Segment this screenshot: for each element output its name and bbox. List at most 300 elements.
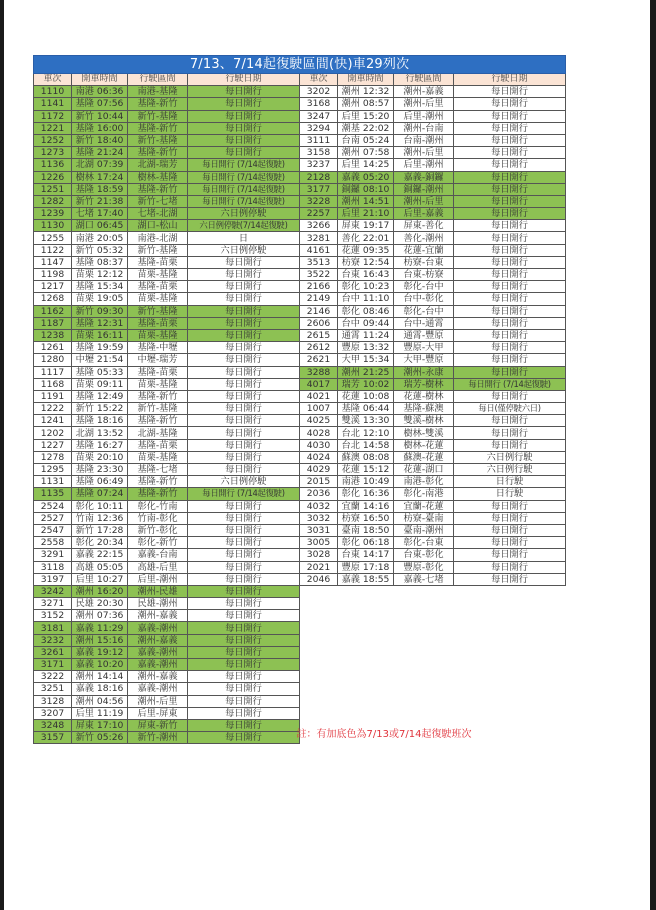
right-departure-time-cell: 花蓮 15:12 bbox=[338, 464, 394, 476]
left-train-number-cell: 1273 bbox=[34, 147, 72, 159]
table-row bbox=[34, 451, 566, 463]
right-train-number-cell: 4030 bbox=[300, 439, 338, 451]
left-operating-days-cell: 每日開行 bbox=[188, 585, 300, 597]
left-route-cell: 苗栗-基隆 bbox=[128, 378, 188, 390]
left-route-cell: 嘉義-潮州 bbox=[128, 646, 188, 658]
left-departure-time-cell: 基隆 12:31 bbox=[72, 317, 128, 329]
right-route-cell: 彰化-南港 bbox=[394, 488, 454, 500]
left-operating-days-cell: 每日開行 bbox=[188, 147, 300, 159]
left-departure-time-cell: 基隆 16:00 bbox=[72, 122, 128, 134]
left-departure-time-cell: 湖口 06:45 bbox=[72, 220, 128, 232]
right-operating-days-cell: 每日(僅停駛六日) bbox=[454, 403, 566, 415]
empty-cell bbox=[454, 634, 566, 646]
table-row bbox=[34, 476, 566, 488]
col-header-route: 行駛區間 bbox=[128, 74, 188, 86]
table-row bbox=[34, 122, 566, 134]
left-route-cell: 竹南-彰化 bbox=[128, 512, 188, 524]
left-train-number-cell: 1168 bbox=[34, 378, 72, 390]
left-departure-time-cell: 新竹 18:40 bbox=[72, 134, 128, 146]
empty-cell bbox=[454, 610, 566, 622]
right-departure-time-cell: 嘉義 18:55 bbox=[338, 573, 394, 585]
left-train-number-cell: 3118 bbox=[34, 561, 72, 573]
left-train-number-cell: 2558 bbox=[34, 537, 72, 549]
right-departure-time-cell: 潮州 21:25 bbox=[338, 366, 394, 378]
right-train-number-cell: 3158 bbox=[300, 147, 338, 159]
table-row bbox=[34, 671, 566, 683]
left-route-cell: 苗栗-基隆 bbox=[128, 293, 188, 305]
empty-cell bbox=[338, 695, 394, 707]
right-train-number-cell: 2036 bbox=[300, 488, 338, 500]
right-route-cell: 枋寮-台東 bbox=[394, 256, 454, 268]
left-route-cell: 彰化-竹南 bbox=[128, 500, 188, 512]
col-header-operating-days: 行駛日期 bbox=[454, 74, 566, 86]
right-route-cell: 潮州-永康 bbox=[394, 366, 454, 378]
table-row bbox=[34, 378, 566, 390]
right-train-number-cell: 4021 bbox=[300, 390, 338, 402]
right-train-number-cell: 4024 bbox=[300, 451, 338, 463]
left-operating-days-cell: 每日開行 bbox=[188, 403, 300, 415]
left-departure-time-cell: 基隆 12:49 bbox=[72, 390, 128, 402]
right-train-number-cell: 2621 bbox=[300, 354, 338, 366]
left-route-cell: 基隆-新竹 bbox=[128, 98, 188, 110]
left-operating-days-cell: 每日開行 bbox=[188, 305, 300, 317]
left-operating-days-cell: 每日開行 bbox=[188, 354, 300, 366]
right-route-cell: 后里-嘉義 bbox=[394, 208, 454, 220]
right-operating-days-cell: 每日開行 bbox=[454, 524, 566, 536]
left-operating-days-cell: 每日開行 bbox=[188, 427, 300, 439]
empty-cell bbox=[338, 659, 394, 671]
left-train-number-cell: 3171 bbox=[34, 659, 72, 671]
left-operating-days-cell: 每日開行 bbox=[188, 366, 300, 378]
right-operating-days-cell: 每日開行 bbox=[454, 512, 566, 524]
left-departure-time-cell: 基隆 18:16 bbox=[72, 415, 128, 427]
right-operating-days-cell: 每日開行 bbox=[454, 366, 566, 378]
right-departure-time-cell: 雙溪 13:30 bbox=[338, 415, 394, 427]
left-departure-time-cell: 高雄 05:05 bbox=[72, 561, 128, 573]
left-departure-time-cell: 樹林 17:24 bbox=[72, 171, 128, 183]
right-train-number-cell: 3005 bbox=[300, 537, 338, 549]
table-row bbox=[34, 695, 566, 707]
left-operating-days-cell: 每日開行 bbox=[188, 622, 300, 634]
left-train-number-cell: 1131 bbox=[34, 476, 72, 488]
empty-cell bbox=[300, 683, 338, 695]
left-operating-days-cell: 每日開行 bbox=[188, 329, 300, 341]
table-row bbox=[34, 269, 566, 281]
left-route-cell: 嘉義-台南 bbox=[128, 549, 188, 561]
right-departure-time-cell: 彰化 10:23 bbox=[338, 281, 394, 293]
empty-cell bbox=[338, 622, 394, 634]
left-route-cell: 南港-北湖 bbox=[128, 232, 188, 244]
left-departure-time-cell: 北湖 07:39 bbox=[72, 159, 128, 171]
empty-cell bbox=[300, 585, 338, 597]
right-operating-days-cell: 每日開行 bbox=[454, 573, 566, 585]
left-route-cell: 后里-屏東 bbox=[128, 707, 188, 719]
empty-cell bbox=[454, 622, 566, 634]
empty-cell bbox=[300, 646, 338, 658]
right-train-number-cell: 3028 bbox=[300, 549, 338, 561]
left-route-cell: 基隆-新竹 bbox=[128, 488, 188, 500]
right-route-cell: 台東-枋寮 bbox=[394, 269, 454, 281]
right-departure-time-cell: 潮基 22:02 bbox=[338, 122, 394, 134]
empty-cell bbox=[454, 707, 566, 719]
table-row bbox=[34, 634, 566, 646]
col-header-operating-days: 行駛日期 bbox=[188, 74, 300, 86]
empty-cell bbox=[454, 585, 566, 597]
empty-cell bbox=[338, 683, 394, 695]
table-row bbox=[34, 134, 566, 146]
left-operating-days-cell: 每日開行 (7/14起復駛) bbox=[188, 159, 300, 171]
left-operating-days-cell: 每日開行 bbox=[188, 512, 300, 524]
left-route-cell: 嘉義-潮州 bbox=[128, 622, 188, 634]
col-header-departure: 開車時間 bbox=[338, 74, 394, 86]
left-departure-time-cell: 潮州 15:16 bbox=[72, 634, 128, 646]
right-operating-days-cell: 每日開行 bbox=[454, 256, 566, 268]
left-route-cell: 新竹-基隆 bbox=[128, 244, 188, 256]
document-page bbox=[4, 0, 650, 910]
right-operating-days-cell: 每日開行 bbox=[454, 98, 566, 110]
left-train-number-cell: 1198 bbox=[34, 269, 72, 281]
right-train-number-cell: 4029 bbox=[300, 464, 338, 476]
right-operating-days-cell: 每日開行 bbox=[454, 183, 566, 195]
empty-cell bbox=[394, 707, 454, 719]
right-departure-time-cell: 花蓮 09:35 bbox=[338, 244, 394, 256]
right-departure-time-cell: 南港 10:49 bbox=[338, 476, 394, 488]
left-route-cell: 新竹-基隆 bbox=[128, 305, 188, 317]
right-departure-time-cell: 台北 12:10 bbox=[338, 427, 394, 439]
left-operating-days-cell: 每日開行 bbox=[188, 719, 300, 731]
right-route-cell: 豐原-大甲 bbox=[394, 342, 454, 354]
right-train-number-cell: 3032 bbox=[300, 512, 338, 524]
right-train-number-cell: 3168 bbox=[300, 98, 338, 110]
right-train-number-cell: 3111 bbox=[300, 134, 338, 146]
right-route-cell: 南港-彰化 bbox=[394, 476, 454, 488]
left-operating-days-cell: 每日開行 bbox=[188, 256, 300, 268]
right-train-number-cell: 3031 bbox=[300, 524, 338, 536]
left-train-number-cell: 1110 bbox=[34, 86, 72, 98]
left-train-number-cell: 3197 bbox=[34, 573, 72, 585]
left-train-number-cell: 3207 bbox=[34, 707, 72, 719]
right-train-number-cell: 3266 bbox=[300, 220, 338, 232]
left-train-number-cell: 3152 bbox=[34, 610, 72, 622]
table-row bbox=[34, 707, 566, 719]
right-route-cell: 銅鑼-潮州 bbox=[394, 183, 454, 195]
left-operating-days-cell: 每日開行 bbox=[188, 707, 300, 719]
table-row bbox=[34, 439, 566, 451]
right-train-number-cell: 2257 bbox=[300, 208, 338, 220]
right-train-number-cell: 2149 bbox=[300, 293, 338, 305]
col-header-train-no: 車次 bbox=[34, 74, 72, 86]
left-route-cell: 新竹-基隆 bbox=[128, 110, 188, 122]
title-row bbox=[34, 56, 566, 74]
empty-cell bbox=[300, 695, 338, 707]
right-operating-days-cell: 每日開行 bbox=[454, 208, 566, 220]
left-departure-time-cell: 潮州 14:14 bbox=[72, 671, 128, 683]
left-departure-time-cell: 民雄 20:30 bbox=[72, 598, 128, 610]
table-row bbox=[34, 512, 566, 524]
left-train-number-cell: 1141 bbox=[34, 98, 72, 110]
right-route-cell: 基隆-蘇澳 bbox=[394, 403, 454, 415]
table-row bbox=[34, 208, 566, 220]
left-departure-time-cell: 基隆 18:59 bbox=[72, 183, 128, 195]
right-route-cell: 嘉義-七堵 bbox=[394, 573, 454, 585]
right-operating-days-cell: 六日例行駛 bbox=[454, 451, 566, 463]
left-route-cell: 苗栗-基隆 bbox=[128, 269, 188, 281]
left-train-number-cell: 1268 bbox=[34, 293, 72, 305]
right-train-number-cell: 2015 bbox=[300, 476, 338, 488]
right-departure-time-cell: 瑞芳 10:02 bbox=[338, 378, 394, 390]
right-train-number-cell: 3281 bbox=[300, 232, 338, 244]
right-train-number-cell: 2615 bbox=[300, 329, 338, 341]
right-train-number-cell: 3513 bbox=[300, 256, 338, 268]
left-train-number-cell: 1117 bbox=[34, 366, 72, 378]
left-operating-days-cell: 六日例停駛 bbox=[188, 244, 300, 256]
right-departure-time-cell: 台中 11:10 bbox=[338, 293, 394, 305]
table-row bbox=[34, 281, 566, 293]
right-route-cell: 潮州-后里 bbox=[394, 147, 454, 159]
left-train-number-cell: 3232 bbox=[34, 634, 72, 646]
left-route-cell: 潮州-嘉義 bbox=[128, 671, 188, 683]
left-departure-time-cell: 基隆 05:33 bbox=[72, 366, 128, 378]
left-operating-days-cell: 每日開行 bbox=[188, 573, 300, 585]
right-train-number-cell: 4161 bbox=[300, 244, 338, 256]
right-operating-days-cell: 每日開行 bbox=[454, 171, 566, 183]
right-route-cell: 彰化-台中 bbox=[394, 281, 454, 293]
left-train-number-cell: 1295 bbox=[34, 464, 72, 476]
right-operating-days-cell: 每日開行 bbox=[454, 305, 566, 317]
left-train-number-cell: 1238 bbox=[34, 329, 72, 341]
empty-cell bbox=[454, 695, 566, 707]
right-departure-time-cell: 彰化 08:46 bbox=[338, 305, 394, 317]
left-operating-days-cell: 每日開行 bbox=[188, 439, 300, 451]
left-route-cell: 七堵-北湖 bbox=[128, 208, 188, 220]
table-row bbox=[34, 464, 566, 476]
left-departure-time-cell: 潮州 04:56 bbox=[72, 695, 128, 707]
left-operating-days-cell: 每日開行 (7/14起復駛) bbox=[188, 171, 300, 183]
left-route-cell: 中壢-瑞芳 bbox=[128, 354, 188, 366]
left-train-number-cell: 1241 bbox=[34, 415, 72, 427]
right-train-number-cell: 3522 bbox=[300, 269, 338, 281]
left-departure-time-cell: 基隆 23:30 bbox=[72, 464, 128, 476]
table-row bbox=[34, 622, 566, 634]
left-route-cell: 基隆-新竹 bbox=[128, 415, 188, 427]
left-train-number-cell: 1227 bbox=[34, 439, 72, 451]
left-train-number-cell: 1221 bbox=[34, 122, 72, 134]
right-route-cell: 嘉義-銅鑼 bbox=[394, 171, 454, 183]
right-route-cell: 彰化-台中 bbox=[394, 305, 454, 317]
left-route-cell: 新竹-七堵 bbox=[128, 195, 188, 207]
right-operating-days-cell: 每日開行 bbox=[454, 134, 566, 146]
left-operating-days-cell: 每日開行 bbox=[188, 378, 300, 390]
left-operating-days-cell: 每日開行 bbox=[188, 524, 300, 536]
left-departure-time-cell: 南港 20:05 bbox=[72, 232, 128, 244]
left-train-number-cell: 1217 bbox=[34, 281, 72, 293]
table-row bbox=[34, 585, 566, 597]
left-departure-time-cell: 新竹 10:44 bbox=[72, 110, 128, 122]
left-route-cell: 苗栗-基隆 bbox=[128, 451, 188, 463]
left-departure-time-cell: 潮州 07:36 bbox=[72, 610, 128, 622]
empty-cell bbox=[300, 598, 338, 610]
right-train-number-cell: 3177 bbox=[300, 183, 338, 195]
right-departure-time-cell: 台中 09:44 bbox=[338, 317, 394, 329]
left-train-number-cell: 1255 bbox=[34, 232, 72, 244]
left-train-number-cell: 3128 bbox=[34, 695, 72, 707]
right-departure-time-cell: 花蓮 10:08 bbox=[338, 390, 394, 402]
table-row bbox=[34, 415, 566, 427]
left-train-number-cell: 3291 bbox=[34, 549, 72, 561]
table-row bbox=[34, 646, 566, 658]
left-operating-days-cell: 每日開行 bbox=[188, 646, 300, 658]
right-route-cell: 台南-潮州 bbox=[394, 134, 454, 146]
table-row bbox=[34, 573, 566, 585]
right-operating-days-cell: 每日開行 bbox=[454, 354, 566, 366]
right-route-cell: 樹林-雙溪 bbox=[394, 427, 454, 439]
empty-cell bbox=[394, 610, 454, 622]
right-route-cell: 彰化-台東 bbox=[394, 537, 454, 549]
right-departure-time-cell: 台南 05:24 bbox=[338, 134, 394, 146]
left-operating-days-cell: 每日開行 bbox=[188, 98, 300, 110]
right-operating-days-cell: 每日開行 bbox=[454, 549, 566, 561]
left-route-cell: 潮州-嘉義 bbox=[128, 610, 188, 622]
table-row bbox=[34, 537, 566, 549]
right-departure-time-cell: 彰化 16:36 bbox=[338, 488, 394, 500]
left-route-cell: 潮州-民雄 bbox=[128, 585, 188, 597]
left-train-number-cell: 1187 bbox=[34, 317, 72, 329]
left-departure-time-cell: 嘉義 11:29 bbox=[72, 622, 128, 634]
right-operating-days-cell: 每日開行 bbox=[454, 110, 566, 122]
left-departure-time-cell: 基隆 19:59 bbox=[72, 342, 128, 354]
table-row bbox=[34, 329, 566, 341]
left-operating-days-cell: 每日開行 bbox=[188, 317, 300, 329]
right-operating-days-cell: 每日開行 bbox=[454, 122, 566, 134]
right-route-cell: 后里-潮州 bbox=[394, 159, 454, 171]
right-train-number-cell: 4028 bbox=[300, 427, 338, 439]
left-operating-days-cell: 每日開行 bbox=[188, 110, 300, 122]
empty-cell bbox=[454, 646, 566, 658]
table-row bbox=[34, 147, 566, 159]
right-train-number-cell: 2046 bbox=[300, 573, 338, 585]
left-departure-time-cell: 苗栗 12:12 bbox=[72, 269, 128, 281]
right-route-cell: 臺南-潮州 bbox=[394, 524, 454, 536]
left-route-cell: 新竹-彰化 bbox=[128, 524, 188, 536]
empty-cell bbox=[394, 634, 454, 646]
table-row bbox=[34, 232, 566, 244]
table-row bbox=[34, 86, 566, 98]
left-train-number-cell: 1130 bbox=[34, 220, 72, 232]
empty-cell bbox=[338, 610, 394, 622]
left-operating-days-cell: 每日開行 bbox=[188, 293, 300, 305]
right-operating-days-cell: 六日例行駛 bbox=[454, 464, 566, 476]
right-departure-time-cell: 大甲 15:34 bbox=[338, 354, 394, 366]
left-operating-days-cell: 每日開行 bbox=[188, 464, 300, 476]
left-train-number-cell: 3251 bbox=[34, 683, 72, 695]
left-departure-time-cell: 后里 10:27 bbox=[72, 573, 128, 585]
table-row bbox=[34, 159, 566, 171]
left-train-number-cell: 3248 bbox=[34, 719, 72, 731]
left-departure-time-cell: 苗栗 19:05 bbox=[72, 293, 128, 305]
left-train-number-cell: 3271 bbox=[34, 598, 72, 610]
right-train-number-cell: 4025 bbox=[300, 415, 338, 427]
table-row bbox=[34, 524, 566, 536]
right-route-cell: 潮州-后里 bbox=[394, 195, 454, 207]
left-route-cell: 高雄-后里 bbox=[128, 561, 188, 573]
right-train-number-cell: 3237 bbox=[300, 159, 338, 171]
left-operating-days-cell: 六日例停駛(7/14起復駛) bbox=[188, 220, 300, 232]
right-route-cell: 花蓮-樹林 bbox=[394, 390, 454, 402]
left-operating-days-cell: 日 bbox=[188, 232, 300, 244]
left-route-cell: 基隆-苗栗 bbox=[128, 366, 188, 378]
left-train-number-cell: 1162 bbox=[34, 305, 72, 317]
left-route-cell: 民雄-潮州 bbox=[128, 598, 188, 610]
right-departure-time-cell: 后里 21:10 bbox=[338, 208, 394, 220]
right-route-cell: 潮州-嘉義 bbox=[394, 86, 454, 98]
left-route-cell: 南港-基隆 bbox=[128, 86, 188, 98]
left-departure-time-cell: 七堵 17:40 bbox=[72, 208, 128, 220]
left-operating-days-cell: 每日開行 (7/14起復駛) bbox=[188, 488, 300, 500]
right-departure-time-cell: 潮州 07:58 bbox=[338, 147, 394, 159]
table-row bbox=[34, 317, 566, 329]
right-route-cell: 花蓮-湖口 bbox=[394, 464, 454, 476]
left-route-cell: 樹林-基隆 bbox=[128, 171, 188, 183]
right-departure-time-cell: 宜蘭 14:16 bbox=[338, 500, 394, 512]
left-departure-time-cell: 新竹 17:28 bbox=[72, 524, 128, 536]
empty-cell bbox=[454, 671, 566, 683]
empty-cell bbox=[338, 585, 394, 597]
left-route-cell: 基隆-新竹 bbox=[128, 476, 188, 488]
right-departure-time-cell: 台東 14:17 bbox=[338, 549, 394, 561]
right-train-number-cell: 2146 bbox=[300, 305, 338, 317]
right-departure-time-cell: 豐原 13:32 bbox=[338, 342, 394, 354]
left-train-number-cell: 1147 bbox=[34, 256, 72, 268]
left-departure-time-cell: 北湖 13:52 bbox=[72, 427, 128, 439]
right-departure-time-cell: 潮州 12:32 bbox=[338, 86, 394, 98]
left-route-cell: 新竹-基隆 bbox=[128, 134, 188, 146]
right-train-number-cell: 3294 bbox=[300, 122, 338, 134]
left-route-cell: 基隆-新竹 bbox=[128, 183, 188, 195]
left-route-cell: 嘉義-潮州 bbox=[128, 659, 188, 671]
left-train-number-cell: 1261 bbox=[34, 342, 72, 354]
right-train-number-cell: 4017 bbox=[300, 378, 338, 390]
left-departure-time-cell: 基隆 21:24 bbox=[72, 147, 128, 159]
left-departure-time-cell: 中壢 21:54 bbox=[72, 354, 128, 366]
right-route-cell: 瑞芳-樹林 bbox=[394, 378, 454, 390]
empty-cell bbox=[394, 598, 454, 610]
right-departure-time-cell: 善化 22:01 bbox=[338, 232, 394, 244]
right-operating-days-cell: 每日開行 bbox=[454, 232, 566, 244]
right-train-number-cell: 2612 bbox=[300, 342, 338, 354]
right-departure-time-cell: 通霄 11:24 bbox=[338, 329, 394, 341]
left-departure-time-cell: 基隆 06:49 bbox=[72, 476, 128, 488]
left-operating-days-cell: 每日開行 bbox=[188, 610, 300, 622]
left-route-cell: 基隆-苗栗 bbox=[128, 439, 188, 451]
left-route-cell: 嘉義-潮州 bbox=[128, 683, 188, 695]
left-departure-time-cell: 新竹 05:32 bbox=[72, 244, 128, 256]
table-row bbox=[34, 683, 566, 695]
left-operating-days-cell: 每日開行 bbox=[188, 549, 300, 561]
left-operating-days-cell: 每日開行 (7/14起復駛) bbox=[188, 183, 300, 195]
left-operating-days-cell: 每日開行 (7/14起復駛) bbox=[188, 195, 300, 207]
left-departure-time-cell: 基隆 16:27 bbox=[72, 439, 128, 451]
empty-cell bbox=[300, 634, 338, 646]
table-row bbox=[34, 610, 566, 622]
table-title: 7/13、7/14起復駛區間(快)車29列次 bbox=[34, 56, 566, 74]
right-departure-time-cell: 彰化 06:18 bbox=[338, 537, 394, 549]
right-route-cell: 大甲-豐原 bbox=[394, 354, 454, 366]
left-train-number-cell: 3261 bbox=[34, 646, 72, 658]
right-operating-days-cell: 每日開行 bbox=[454, 561, 566, 573]
left-operating-days-cell: 每日開行 bbox=[188, 683, 300, 695]
right-departure-time-cell: 蘇澳 08:08 bbox=[338, 451, 394, 463]
empty-cell bbox=[454, 598, 566, 610]
